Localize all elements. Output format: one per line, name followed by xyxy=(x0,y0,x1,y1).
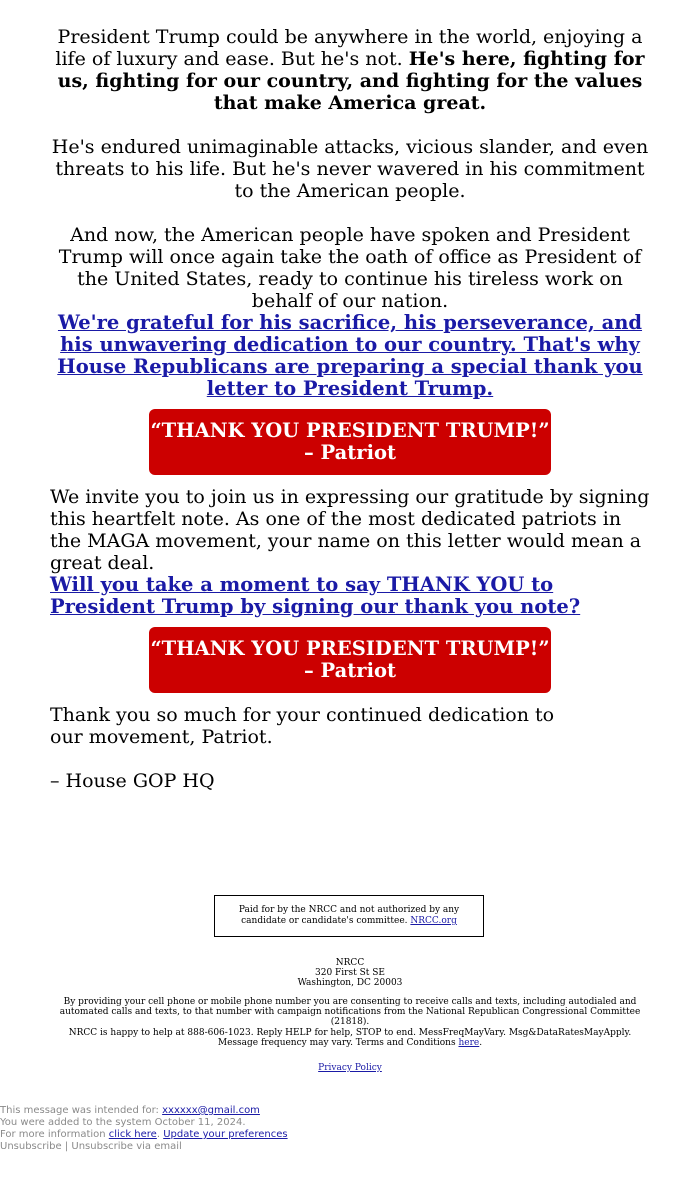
consent-text: By providing your cell phone or mobile phone number you are consenting to receive calls and texts, including autodialed and automated calls and texts, to that number with campaign notifications from the National Republican Congressional Committee (21818). xyxy=(59,997,641,1027)
cta-line1: “THANK YOU PRESIDENT TRUMP!” xyxy=(150,637,550,660)
privacy-policy-link[interactable]: Privacy Policy xyxy=(318,1063,382,1073)
paid-for-disclaimer xyxy=(214,895,484,937)
added-date: You were added to the system October 11, 2024. xyxy=(0,1117,246,1128)
thank-you-button-1[interactable] xyxy=(149,409,551,475)
intro-text: President Trump could be anywhere in the world, enjoying a life of luxury and ease. But he's not. xyxy=(55,26,643,70)
sms-terms: NRCC is happy to help at 888-606-1023. Reply HELP for help, STOP to end. MessFreqMayVary. Msg&DataRatesMayApply. Message frequency may vary. Terms and Conditions here. xyxy=(68,1028,632,1048)
unsubscribe-link[interactable]: Unsubscribe xyxy=(0,1141,62,1152)
thanks-paragraph: Thank you so much for your continued dedication to our movement, Patriot. xyxy=(50,704,555,748)
city: Washington, DC 20003 xyxy=(297,978,403,988)
sign-link-paragraph xyxy=(50,574,650,618)
footer: This message was intended for: xxxxxx@gmail.com You were added to the system October 11, 2024. For more information click here. Update your preferences Unsubscribe | Unsubscribe via email xyxy=(0,1105,288,1152)
cta-line1: “THANK YOU PRESIDENT TRUMP!” xyxy=(150,419,550,442)
street: 320 First St SE xyxy=(315,968,385,978)
update-preferences-link[interactable]: Update your preferences xyxy=(163,1129,288,1140)
click-here-link[interactable]: click here xyxy=(108,1129,157,1140)
intro-paragraph xyxy=(50,26,650,114)
grateful-link-paragraph xyxy=(50,312,650,400)
signoff: – House GOP HQ xyxy=(50,770,215,792)
org-name: NRCC xyxy=(335,958,365,968)
unsubscribe-email-link[interactable]: Unsubscribe via email xyxy=(71,1141,182,1152)
recipient-email-link[interactable]: xxxxxx@gmail.com xyxy=(162,1105,260,1116)
invite-paragraph: We invite you to join us in expressing our gratitude by signing this heartfelt note. As one of the most dedicated patriots in the MAGA movement, your name on this letter would mean a great deal. xyxy=(50,486,650,574)
attacks-paragraph: He's endured unimaginable attacks, vicious slander, and even threats to his life. But he's never wavered in his commitment to the American people. xyxy=(51,136,649,202)
cta-line2: – Patriot xyxy=(303,659,396,682)
grateful-link[interactable]: We're grateful for his sacrifice, his perseverance, and his unwavering dedication to our country. That's why House Republicans are preparing a special thank you letter to President Trump. xyxy=(57,311,643,400)
oath-paragraph: And now, the American people have spoken and President Trump will once again take the oath of office as President of the United States, ready to continue his tireless work on behalf of our nation. xyxy=(58,224,642,312)
thank-you-button-2[interactable] xyxy=(149,627,551,693)
sms-text: NRCC is happy to help at 888-606-1023. Reply HELP for help, STOP to end. MessFreqMayVary. Msg&DataRatesMayApply. Message frequency may vary. Terms and Conditions xyxy=(68,1028,632,1048)
disclaimer-text: Paid for by the NRCC and not authorized by any candidate or candidate's committee. xyxy=(238,905,460,926)
privacy-row xyxy=(50,1063,650,1073)
mailing-address xyxy=(50,958,650,988)
terms-link[interactable]: here xyxy=(458,1038,480,1048)
intro-bold-text: He's here, fighting for us, fighting for our country, and fighting for the values that make America great. xyxy=(57,48,645,114)
cta-line2: – Patriot xyxy=(303,441,396,464)
sign-note-link[interactable]: Will you take a moment to say THANK YOU to President Trump by signing our thank you note? xyxy=(50,573,581,618)
nrcc-link[interactable]: NRCC.org xyxy=(410,916,457,926)
